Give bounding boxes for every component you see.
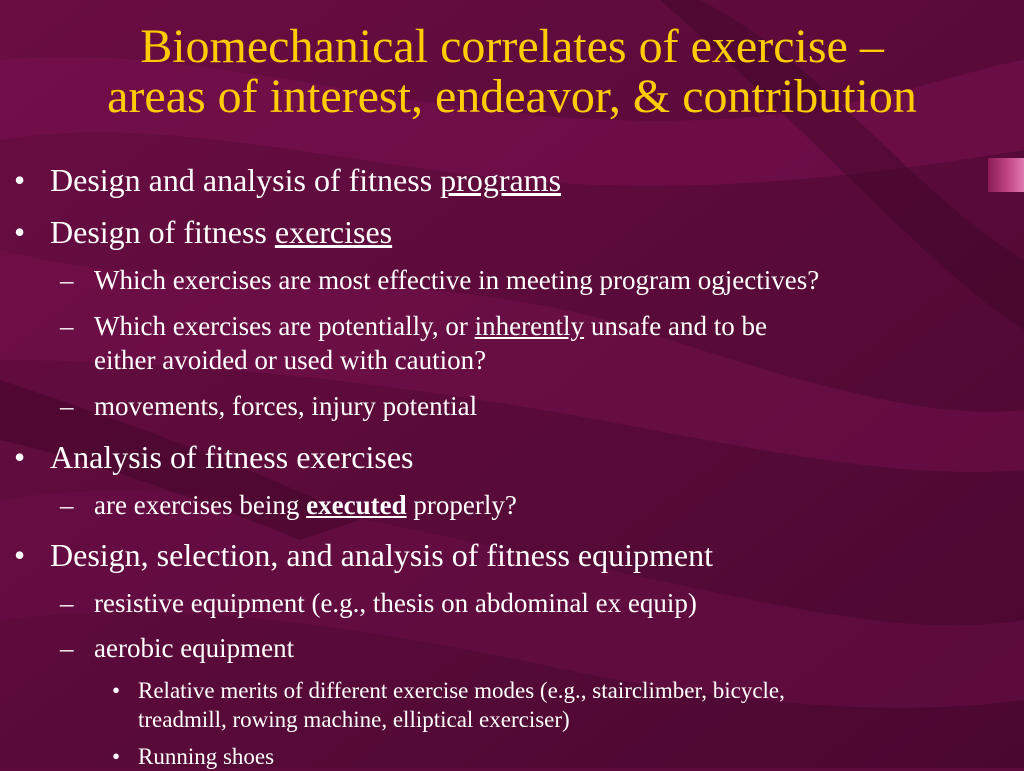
- item-text: Running shoes: [138, 744, 275, 769]
- dash-marker: –: [60, 490, 74, 520]
- item-text: treadmill, rowing machine, elliptical exerciser): [138, 707, 570, 732]
- executed-link[interactable]: executed: [306, 490, 407, 520]
- bullet-marker: •: [14, 439, 26, 475]
- item-text: Design and analysis of fitness: [50, 162, 441, 198]
- dash-marker: –: [60, 588, 74, 618]
- item-text: resistive equipment (e.g., thesis on abdominal ex equip): [94, 588, 697, 618]
- programs-link[interactable]: programs: [440, 162, 562, 198]
- exercises-link[interactable]: exercises: [274, 214, 393, 250]
- dash-marker: –: [60, 265, 74, 295]
- item-text: either avoided or used with caution?: [94, 345, 487, 375]
- item-text: Analysis of fitness exercises: [50, 439, 414, 475]
- slide-title: [0, 22, 1024, 122]
- item-text: unsafe and to be: [584, 311, 767, 341]
- item-text: aerobic equipment: [94, 633, 295, 663]
- item-text: properly?: [406, 490, 517, 520]
- bullet-marker: •: [112, 678, 121, 703]
- bullet-marker: •: [14, 214, 26, 250]
- dash-marker: –: [60, 633, 74, 663]
- dash-marker: –: [60, 391, 74, 421]
- bullet-marker: •: [14, 537, 26, 573]
- item-text: movements, forces, injury potential: [94, 391, 478, 421]
- bullet-marker: •: [112, 744, 121, 769]
- title-line-1: Biomechanical correlates of exercise –: [140, 20, 884, 73]
- title-line-2: areas of interest, endeavor, & contribution: [107, 70, 917, 123]
- dash-marker: –: [60, 311, 74, 341]
- item-text: Which exercises are most effective in meeting program ogjectives?: [94, 265, 820, 295]
- bullet-marker: •: [14, 162, 26, 198]
- item-text: Design of fitness: [50, 214, 275, 250]
- item-text: are exercises being: [94, 490, 307, 520]
- inherently-link[interactable]: inherently: [474, 311, 585, 341]
- item-text: Design, selection, and analysis of fitness equipment: [50, 537, 713, 573]
- item-text: Relative merits of different exercise modes (e.g., stairclimber, bicycle,: [138, 678, 785, 703]
- item-text: Which exercises are potentially, or: [94, 311, 475, 341]
